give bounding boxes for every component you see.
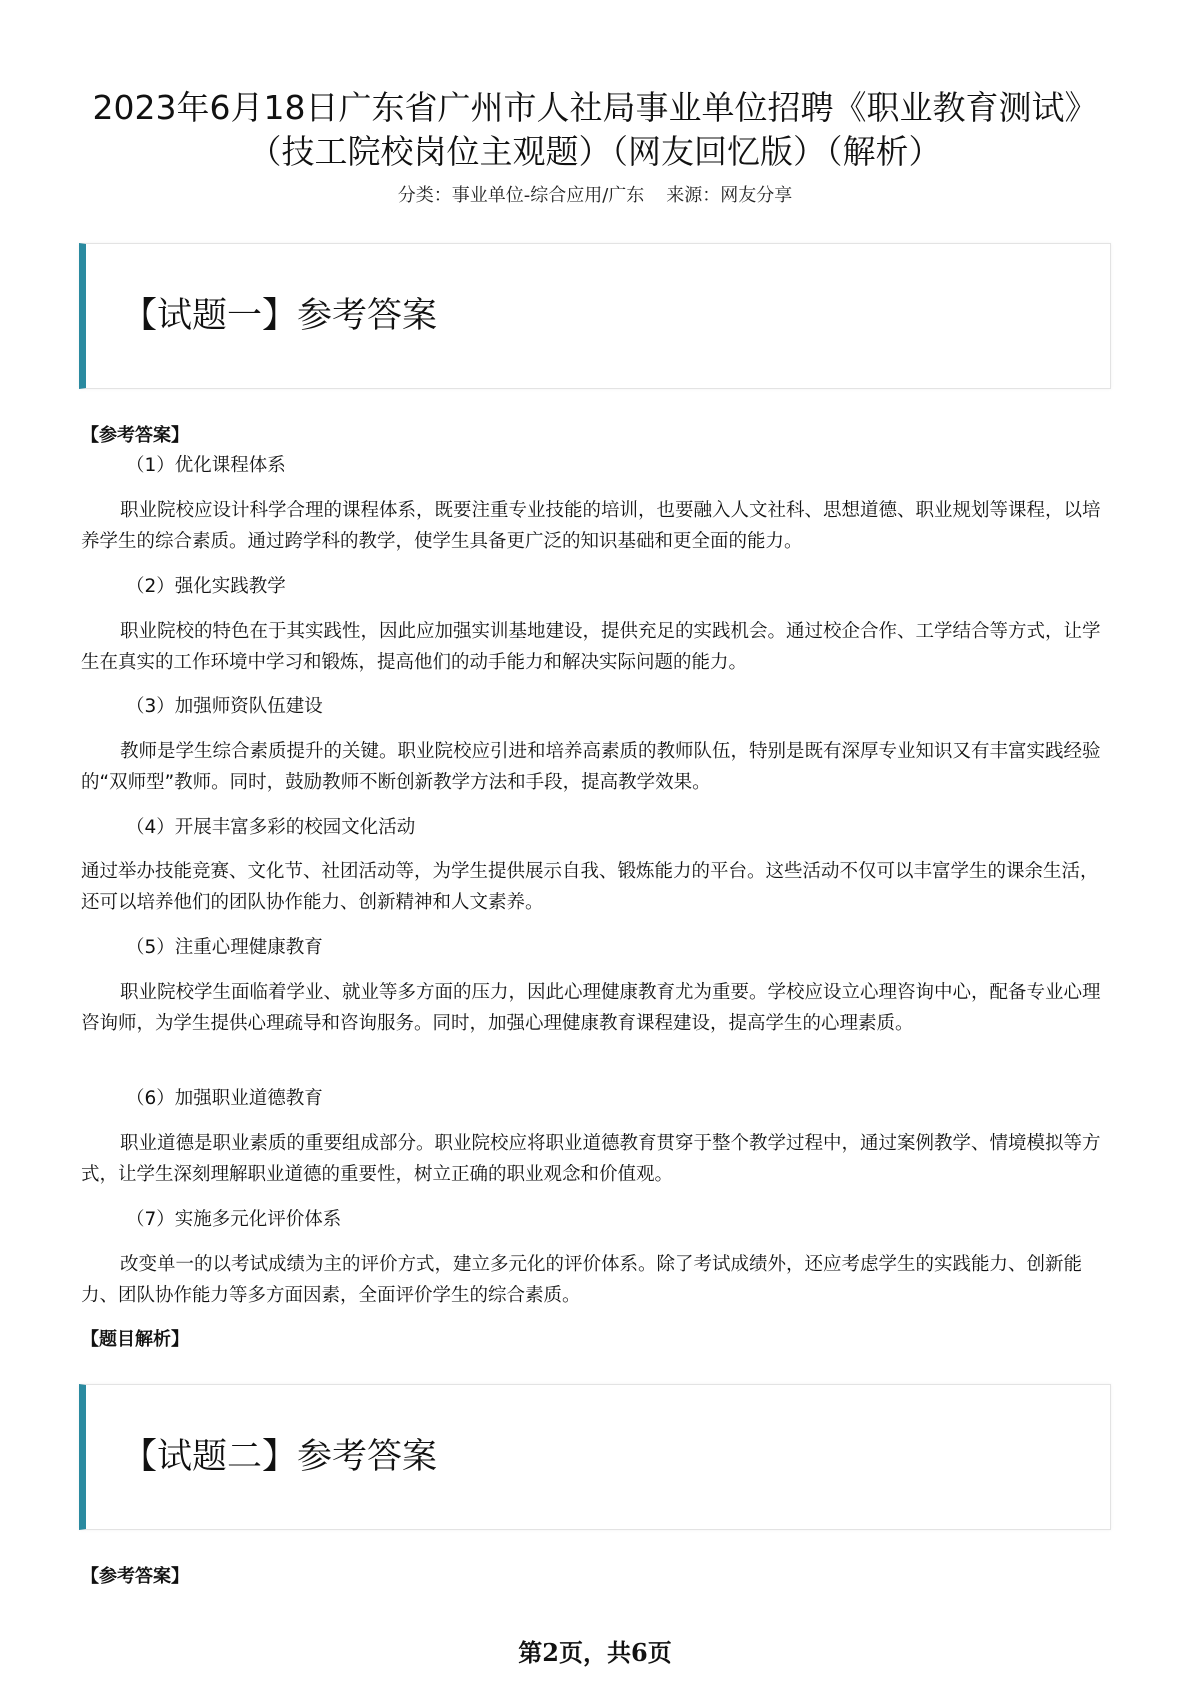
item-1-body: 职业院校应设计科学合理的课程体系，既要注重专业技能的培训，也要融入人文社科、思想道德、职业规划等课程，以培养学生的综合素质。通过跨学科的教学，使学生具备更广泛的知识基础和更全面的能力。	[81, 500, 1101, 552]
question-1-analysis-label: 【题目解析】	[81, 1329, 189, 1350]
question-2-title: 【试题二】参考答案	[122, 1437, 438, 1477]
item-7-body: 改变单一的以考试成绩为主的评价方式，建立多元化的评价体系。除了考试成绩外，还应考虑学生的实践能力、创新能力、团队协作能力等多方面因素，全面评价学生的综合素质。	[81, 1254, 1083, 1306]
item-4-body: 通过举办技能竞赛、文化节、社团活动等，为学生提供展示自我、锻炼能力的平台。这些活动不仅可以丰富学生的课余生活，还可以培养他们的团队协作能力、创新精神和人文素养。	[81, 861, 1099, 913]
item-1-heading: （1）优化课程体系	[126, 455, 286, 476]
item-2-body: 职业院校的特色在于其实践性，因此应加强实训基地建设，提供充足的实践机会。通过校企合作、工学结合等方式，让学生在真实的工作环境中学习和锻炼，提高他们的动手能力和解决实际问题的能力。	[81, 621, 1101, 673]
question-2-answer-label: 【参考答案】	[81, 1566, 189, 1587]
document-title: 2023年6月18日广东省广州市人社局事业单位招聘《职业教育测试》（技工院校岗位主观题）（网友回忆版）（解析）	[92, 88, 1098, 171]
item-4-heading: （4）开展丰富多彩的校园文化活动	[126, 817, 416, 838]
item-5-body: 职业院校学生面临着学业、就业等多方面的压力，因此心理健康教育尤为重要。学校应设立心理咨询中心，配备专业心理咨询师，为学生提供心理疏导和咨询服务。同时，加强心理健康教育课程建设，提高学生的心理素质。	[81, 982, 1101, 1034]
page-indicator: 第2页，共6页	[518, 1638, 672, 1667]
question-1-answer-label: 【参考答案】	[81, 425, 189, 446]
item-6-heading: （6）加强职业道德教育	[126, 1088, 323, 1109]
item-3-body: 教师是学生综合素质提升的关键。职业院校应引进和培养高素质的教师队伍，特别是既有深厚专业知识又有丰富实践经验的“双师型”教师。同时，鼓励教师不断创新教学方法和手段，提高教学效果。	[81, 741, 1101, 793]
item-5-heading: （5）注重心理健康教育	[126, 937, 323, 958]
item-2-heading: （2）强化实践教学	[126, 576, 286, 597]
category-label: 分类：事业单位-综合应用/广东	[397, 185, 645, 206]
question-2-header	[79, 1384, 1111, 1530]
item-3-heading: （3）加强师资队伍建设	[126, 696, 323, 717]
source-label: 来源：网友分享	[666, 185, 793, 206]
item-7-heading: （7）实施多元化评价体系	[126, 1209, 342, 1230]
item-6-body: 职业道德是职业素质的重要组成部分。职业院校应将职业道德教育贯穿于整个教学过程中，通过案例教学、情境模拟等方式，让学生深刻理解职业道德的重要性，树立正确的职业观念和价值观。	[81, 1133, 1101, 1185]
question-1-title: 【试题一】参考答案	[122, 296, 438, 336]
question-1-header	[79, 243, 1111, 389]
document-meta	[80, 184, 1110, 208]
